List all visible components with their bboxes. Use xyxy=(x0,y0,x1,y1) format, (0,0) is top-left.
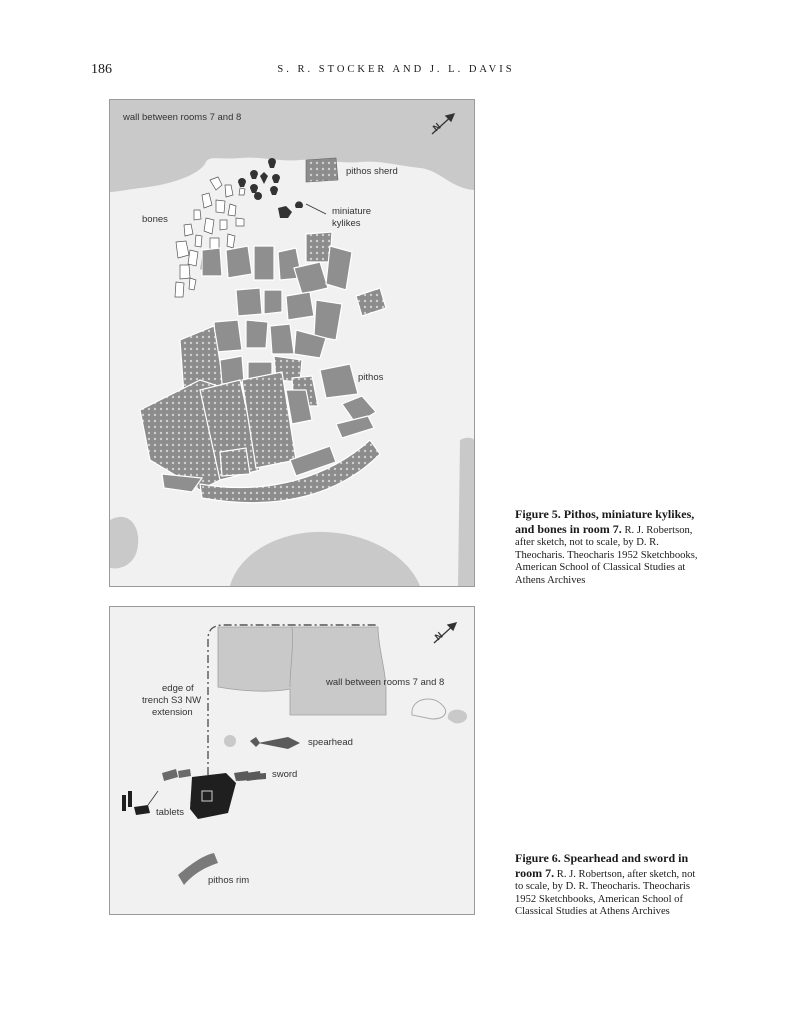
tablets-shape xyxy=(122,791,150,815)
fig6-tablets-label: tablets xyxy=(156,807,184,818)
fig5-pithos-label: pithos xyxy=(358,372,384,383)
running-head: S. R. STOCKER AND J. L. DAVIS xyxy=(277,64,515,75)
tablets-pointer xyxy=(148,791,158,805)
floor-blob-3 xyxy=(224,735,236,747)
figure-5-plan xyxy=(109,99,475,587)
figure-6-caption-body: R. J. Robertson, after sketch, not to scale, by D. R. Theocharis. Theocharis 1952 Sketchbooks, American School of Classical Studies at Athens Archives xyxy=(515,868,696,918)
figure-6-caption xyxy=(515,852,705,919)
bones-group xyxy=(175,177,245,297)
figure-5-caption-title: Figure 5. Pithos, miniature kylikes, and bones in room 7. xyxy=(515,507,695,536)
pithos-fragments xyxy=(140,232,386,503)
figure-5-drawing xyxy=(110,100,474,586)
kylikes-pointer xyxy=(306,204,326,214)
figure-5-caption-body: R. J. Robertson, after sketch, not to scale, by D. R. Theocharis. Theocharis 1952 Sketchbooks, American School of Classical Studies at Athens Archives xyxy=(515,524,698,586)
floor-blob-1 xyxy=(412,699,446,719)
wall-remnant-right xyxy=(458,438,474,586)
figure-6-drawing xyxy=(110,607,474,914)
fig6-wall-label: wall between rooms 7 and 8 xyxy=(326,677,445,688)
fig6-sword-label: sword xyxy=(272,769,298,780)
floor-blob-bottom xyxy=(230,532,420,586)
fig5-kylikes-label: kylikes xyxy=(332,218,361,229)
wall-shape xyxy=(218,627,386,715)
figure-5-caption xyxy=(515,508,705,588)
sherds-left xyxy=(162,769,191,781)
kylikes-group xyxy=(238,158,303,218)
figure-6-caption-title: Figure 6. Spearhead and sword in room 7. xyxy=(515,851,689,880)
floor-blob-2 xyxy=(448,710,467,724)
fig5-pithos-sherd-label: pithos sherd xyxy=(346,166,398,177)
sword-shape xyxy=(234,771,266,781)
fig5-miniature-label: miniature xyxy=(332,206,372,217)
page-number: 186 xyxy=(91,62,112,77)
fig6-edge-label-1: edge of xyxy=(162,683,194,694)
figure-6-plan xyxy=(109,606,475,915)
fig6-pithos-rim-label: pithos rim xyxy=(208,875,250,886)
fig5-wall-label: wall between rooms 7 and 8 xyxy=(123,112,242,123)
fig5-north-label: N xyxy=(430,121,444,135)
pithos-sherd xyxy=(306,158,338,182)
fig6-north-label: N xyxy=(432,630,446,644)
dark-mass xyxy=(190,773,236,819)
fig6-spearhead-label: spearhead xyxy=(308,737,353,748)
spearhead-shape xyxy=(250,737,300,749)
floor-blob-left xyxy=(110,517,138,569)
fig6-edge-label-2: trench S3 NW xyxy=(142,695,202,706)
fig5-bones-label: bones xyxy=(142,214,168,225)
fig6-edge-label-3: extension xyxy=(152,707,193,718)
